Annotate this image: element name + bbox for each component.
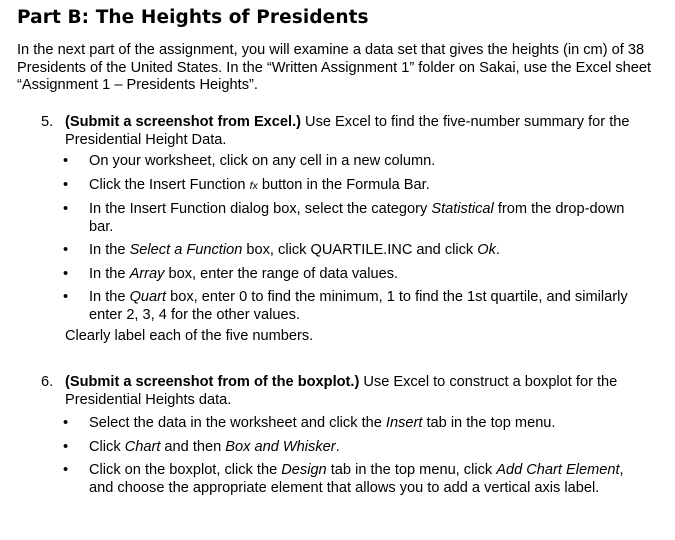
submit-instruction: (Submit a screenshot from Excel.): [65, 114, 301, 130]
bullet-icon: •: [63, 265, 69, 282]
question-6: [41, 374, 641, 497]
bullet-icon: •: [63, 415, 69, 431]
list-item: • Select the data in the worksheet and click the Insert tab in the top menu.: [63, 415, 556, 431]
bullet-icon: •: [63, 289, 69, 305]
question-number: 6.: [41, 374, 54, 390]
question-prompt: (Submit a screenshot from Excel.) Use Excel to find the five-number summary for the Presidential Height Data.: [65, 114, 630, 148]
list-item: • Click on the boxplot, click the Design tab in the top menu, click Add Chart Element, and choose the appropriate element that allows you to add a vertical axis label.: [63, 462, 624, 496]
list-item: • In the Insert Function dialog box, select the category Statistical from the drop-down bar.: [63, 201, 625, 235]
question-5: [41, 114, 641, 346]
bullet-icon: •: [63, 153, 69, 169]
list-item: • Click Chart and then Box and Whisker.: [63, 438, 340, 455]
bullet-icon: •: [63, 201, 69, 217]
list-item: • Click the Insert Function fx button in the Formula Bar.: [63, 176, 430, 193]
list-item: • In the Select a Function box, click QUARTILE.INC and click Ok.: [63, 242, 500, 258]
list-item: • On your worksheet, click on any cell in a new column.: [63, 153, 436, 169]
bullet-icon: •: [63, 462, 69, 478]
list-item: • In the Quart box, enter 0 to find the minimum, 1 to find the 1st quartile, and similarly enter 2, 3, 4 for the other values.: [63, 289, 628, 323]
section-title: Part B: The Heights of Presidents: [17, 7, 369, 28]
submit-instruction: (Submit a screenshot from of the boxplot.): [65, 374, 360, 390]
intro-paragraph: In the next part of the assignment, you will examine a data set that gives the heights (in cm) of 38 Presidents of the United States. In the “Written Assignment 1” folder on Sakai, use the Excel sheet “Assignment 1 – Presidents Heights”.: [17, 42, 652, 93]
closing-instruction: Clearly label each of the five numbers.: [65, 328, 314, 344]
step-list: [41, 153, 641, 324]
question-number: 5.: [41, 114, 54, 130]
question-prompt: (Submit a screenshot from of the boxplot.) Use Excel to construct a boxplot for the Presidential Heights data.: [65, 374, 618, 408]
bullet-icon: •: [63, 176, 69, 193]
list-item: • In the Array box, enter the range of data values.: [63, 265, 399, 282]
fx-glyph: fx: [249, 179, 258, 192]
bullet-icon: •: [63, 438, 69, 455]
bullet-icon: •: [63, 242, 69, 258]
step-list: [41, 415, 641, 497]
